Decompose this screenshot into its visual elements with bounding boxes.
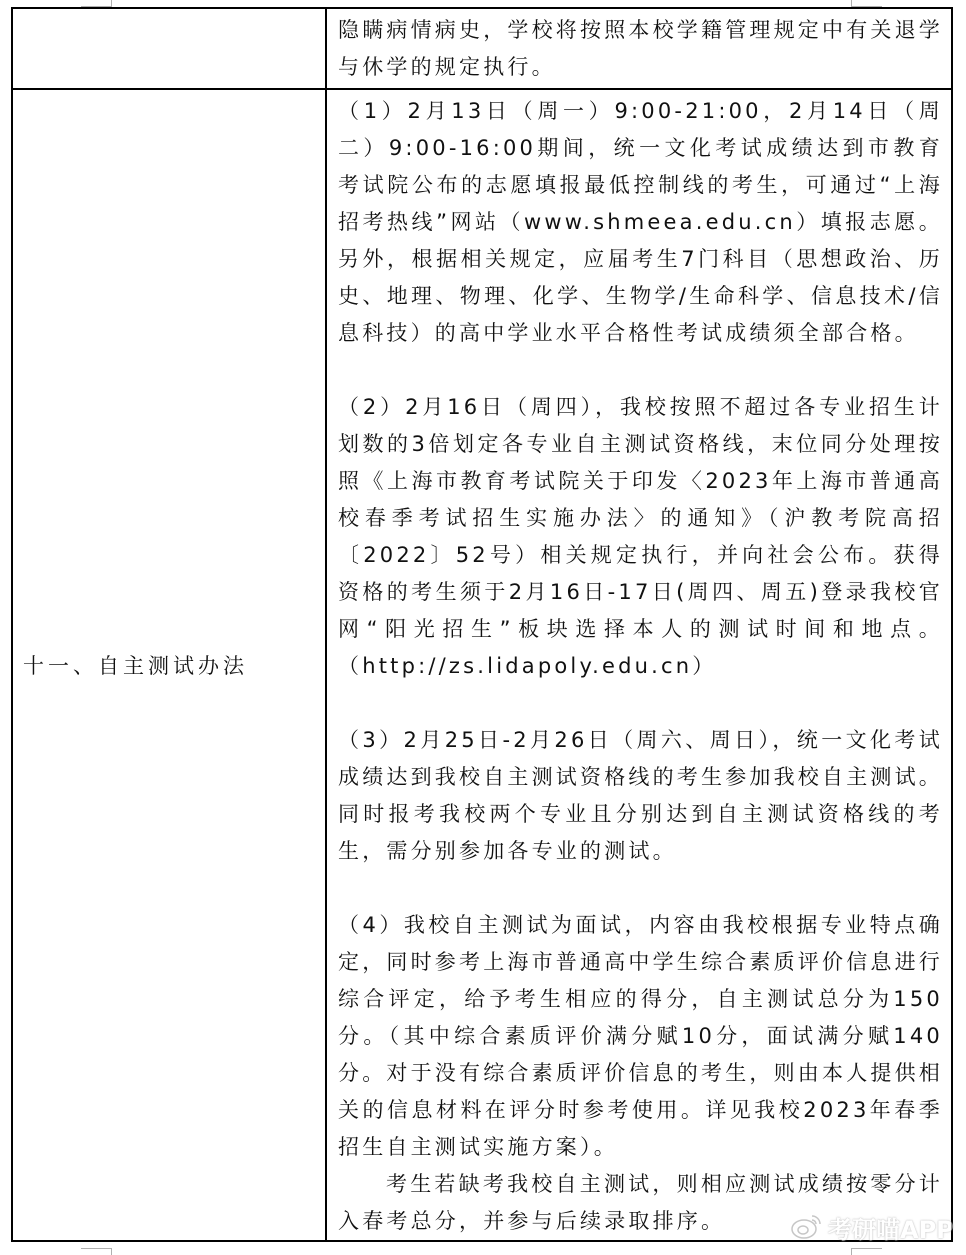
table-row-self-test-method — [12, 89, 952, 1241]
paragraph-item-1-application: （1）2月13日（周一）9:00-21:00，2月14日（周二）9:00-16:00期间，统一文化考试成绩达到市教育考试院公布的志愿填报最低控制线的考生，可通过“上海招考热线”网站（www.shmeea.edu.cn）填报志愿。另外，根据相关规定，应届考生7门科目（思想政治、历史、地理、物理、化学、生物学/生命科学、信息技术/信息科技）的高中学业水平合格性考试成绩须全部合格。 — [338, 99, 943, 345]
admission-rules-table — [11, 7, 953, 1242]
row-label-cell — [12, 89, 326, 1241]
paragraph-withdrawal-rule: 隐瞒病情病史，学校将按照本校学籍管理规定中有关退学与休学的规定执行。 — [338, 18, 943, 79]
row-label-self-test-method: 十一、自主测试办法 — [23, 654, 248, 678]
paragraph-item-3-test-dates: （3）2月25日-2月26日（周六、周日），统一文化考试成绩达到我校自主测试资格线的考生参加我校自主测试。同时报考我校两个专业且分别达到自主测试资格线的考生，需分别参加各专业的测试。 — [338, 728, 943, 863]
paragraph-item-4-interview: （4）我校自主测试为面试，内容由我校根据专业特点确定，同时参考上海市普通高中学生综合素质评价信息进行综合评定，给予考生相应的得分，自主测试总分为150分。（其中综合素质评价满分赋10分，面试满分赋140分。对于没有综合素质评价信息的考生，则由本人提供相关的信息材料在评分时参考使用。详见我校2023年春季招生自主测试实施方案）。 — [338, 913, 943, 1159]
page-corner-mark-top-right — [851, 0, 882, 7]
row-label-cell — [12, 8, 326, 89]
paragraph-absence-rule: 考生若缺考我校自主测试，则相应测试成绩按零分计入春考总分，并参与后续录取排序。 — [338, 1172, 943, 1233]
row-content-cell — [326, 89, 952, 1241]
watermark-text: 考研喵APP — [828, 1216, 954, 1244]
table-row-continuation — [12, 8, 952, 89]
row-content-cell — [326, 8, 952, 89]
page-corner-mark-top-left — [81, 0, 112, 7]
paragraph-item-2-qualification-line: （2）2月16日（周四），我校按照不超过各专业招生计划数的3倍划定各专业自主测试资格线，末位同分处理按照《上海市教育考试院关于印发〈2023年上海市普通高校春季考试招生实施办法〉的通知》（沪教考院高招〔2022〕52号）相关规定执行，并向社会公布。获得资格的考生须于2月16日-17日(周四、周五)登录我校官网“阳光招生”板块选择本人的测试时间和地点。（http://zs.lidapoly.edu.cn） — [338, 395, 943, 678]
